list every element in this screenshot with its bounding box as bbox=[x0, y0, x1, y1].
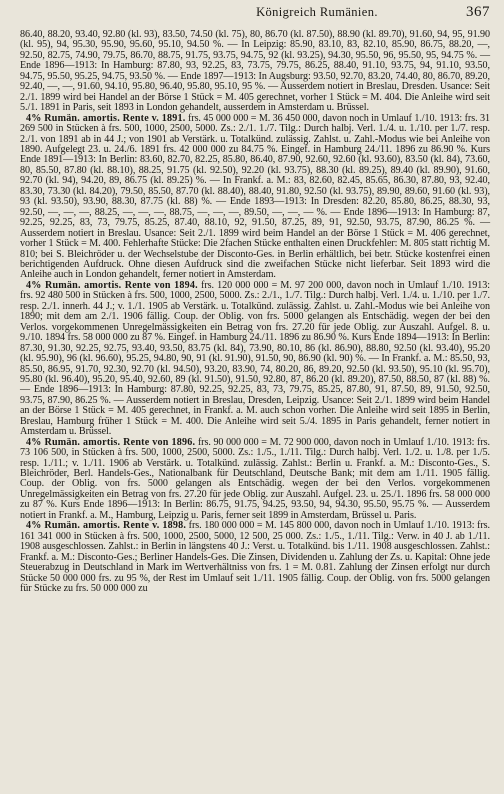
bond-entry-1898 bbox=[20, 521, 490, 594]
paragraph-text: 86.40, 88.20, 93.40, 92.80 (kl. 93), 83.50, 74.50 (kl. 75), 80, 86.70 (kl. 87.50), 88.90 (kl. 89.70), 91.60, 94, 95, 91.90 (kl. 95), 94, 95.30, 95.90, 95.60, 95.10, 94.50 %. — In Leipzig: 85.90, 83.10, 83, 82.10, 85.90, 86.75, 88.20, —, 92.50, 82.75, 74.90, 79.75, 86.70, 88.75, 91.75, 93.75, 94.75, 92 (kl. 93.25), 94.30, 95.50, 96, 95.50, 95, 94.75 %. — Ende 1896—1913: In Hamburg: 87.80, 93, 92.25, 83, 73.75, 79.75, 86.25, 88.40, 91.10, 93.75, 94, 91.10, 93.50, 94.75, 95.50, 95.25, 94.75, 93.50 %. — Ende 1897—1913: In Augsburg: 93.50, 92.70, 83.20, 74.40, 80, 86.70, 89.20, 92.40, —, —, 91.60, 94.10, 95.80, 96.40, 95.80, 95.10, 95 %. — Ausserdem notiert in Breslau, Dresden. Usance: Seit 2./1. 1899 wird bei Handel an der Börse 1 Stück = M. 405 gerechnet, vorher 1 Stück = M. 404. Die Anleihe wird seit 5./1. 1891 in Paris, seit 1893 in London gehandelt, ausserdem in Amsterdam u. Brüssel. bbox=[20, 29, 490, 114]
price-history-paragraph bbox=[20, 30, 490, 114]
page-number: 367 bbox=[466, 4, 490, 20]
bond-entry-1891 bbox=[20, 114, 490, 281]
bond-heading: 4% Rumän. amortis. Rente v. 1891. bbox=[26, 112, 186, 124]
bond-entry-1894 bbox=[20, 281, 490, 438]
bond-entry-1896 bbox=[20, 438, 490, 522]
document-body bbox=[20, 30, 490, 594]
bond-description: frs. 120 000 000 = M. 97 200 000, davon noch in Umlauf 1./10. 1913: frs. 92 480 500 in Stücken à frs. 500, 1000, 2500, 5000. Zs.: 2./1., 1./7. Tilg.: Durch halbj. Verl. 1./4. u. 1./10. per 1./7. resp. 2./1. innerh. 44 J.; v. 1./1. 1905 ab Verstärk. u. Totalkünd. zulässig. Zahlst. u. Zahl.-Modus wie bei Anleihe von 1890; mit dem am 2./1. 1906 fällig. Coup. der Oblig. von frs. 5000 gelangen als Entschädig. wegen der bei den Verlos. vorgekommenen Unregelmässigkeiten ein Betrag von frs. 27.20 für jede Oblig. zur Auszahl. Aufgel. 8. u. 9./10. 1894 frs. 58 000 000 zu 87 %. Eingef. in Hamburg 24./11. 1896 zu 86.90 %. Kurs Ende 1894—1913: In Berlin: 87.30, 91.30, 92.25, 92.75, 93.40, 93.50, 83.75 (kl. 84), 73.90, 80.10, 86 (kl. 86.90), 88.80, 92.50 (kl. 93.40), 95.20 (kl. 95.90), 96 (kl. 96.60), 95.25, 94.80, 90, 91 (kl. 91.90), 91.50, 90, 86.90 (kl. 90) %. — In Frankf. a. M.: 85.50, 93, 85.50, 86.95, 91.70, 92.30, 92.70 (kl. 94.50), 93.20, 83.90, 74, 80.20, 86, 89.20, 92.50 (kl. 93.50), 95.10 (kl. 95.70), 95.80 (kl. 96.40), 95.20, 95.40, 92.60, 89 (kl. 91.50), 91.50, 92.80, 87, 86.20 (kl. 89.20), 87.50, 88.50, 87 (kl. 88) %. — Ende 1896—1913: In Hamburg: 87.80, 92.25, 92.25, 83, 73, 79.75, 85.25, 87.80, 91, 87.50, 89, 91.50, 92.50, 93.75, 87.90, 86.25 %. — Ausserdem notiert in Breslau, Dresden, Leipzig. Usance: Seit 2./1. 1899 wird beim Handel an der Börse 1 Stück = M. 405 gerechnet, in Frankf. a. M. auch schon vorher. Die Anleihe wird seit 1895 in Berlin, Breslau, Hamburg früher 1 Stück = M. 400. Die Anleihe wird seit 5./4. 1895 in Paris gehandelt, ferner notiert in Amsterdam u. Brüssel. bbox=[20, 279, 490, 438]
bond-description: frs. 45 000 000 = M. 36 450 000, davon noch in Umlauf 1./10. 1913: frs. 31 269 500 in Stücken à frs. 500, 1000, 2500, 5000. Zs.: 2./1. 1./7. Tilg.: Durch halbj. Verl. 1./4. u. 1./10. per 1./7. resp. 2./1. von 1891 ab in 44 J.; von 1901 ab Verstärk. u. Totalkünd. zulässig. Zahlst. u. Zahl.-Modus wie bei Anleihe von 1890. Aufgelegt 23. u. 24./6. 1891 frs. 42 000 000 zu 84.75 %. Eingef. in Hamburg 24./11. 1896 zu 86.90 %. Kurs Ende 1891—1913: In Berlin: 83.60, 82.70, 82.25, 85.80, 86.40, 87.90, 92.60, 92.60 (kl. 93.60), 83.50 (kl. 84), 73.60, 80, 85.50, 87.80 (kl. 88.10), 88.25, 91.75 (kl. 92.50), 92.20 (kl. 93.75), 88.30 (kl. 89.25), 89.40 (kl. 89.90), 91.60, 92.70 (kl. 94), 94.20, 89, 86.75 (kl. 89.25) %. — In Frankf. a. M.: 83, 82.60, 82.45, 85.65, 86.30, 87.80, 93, 92.40, 83.30, 73.30 (kl. 84.20), 79.50, 85.50, 87.70 (kl. 88.40), 88.40, 91.80, 92.50 (kl. 93.75), 89.90, 89.60, 91.60 (kl. 93), 93 (kl. 93.50), 93.90, 88.30, 87.75 (kl. 88) %. — Ende 1893—1913: In Dresden: 82.20, 85.80, 86.25, 88.30, 93, 92.50, —, —, —, 88.25, —, —, —, 88.75, —, —, —, 89.50, —, —, — %. — Ende 1896—1913: In Hamburg: 87, 92.25, 92.25, 83, 73, 79.75, 85.25, 87.40, 88.10, 92, 91.50, 87.25, 89, 91, 92.50, 93.75, 87.90, 86.25 %. — Ausserdem notiert in Breslau. Usance: Seit 2./1. 1899 wird beim Handel an der Börse 1 Stück = M. 406 gerechnet, vorher 1 Stück = M. 400. Fehlerhafte Stücke: Die 2fachen Stücke enthalten einen Druckfehler: M. 805 statt richtig M. 810; bei S. Bleichröder u. der Wechselstube der Disconto-Ges. in Berlin erhältlich, bei betr. Stücke kostenfrei einen berichtigenden Aufdruck. Ohne diesen Aufdruck sind die zweifachen Stücke nicht lieferbar. Seit 1893 wird die Anleihe auch in London gehandelt, ferner notiert in Amsterdam. bbox=[20, 112, 490, 281]
bond-description: frs. 180 000 000 = M. 145 800 000, davon noch in Umlauf 1./10. 1913: frs. 161 341 000 in Stücken à frs. 500, 1000, 2500, 5000, 12 500, 25 000. Zs.: 1./5., 1./11. Tilg.: Verw. in 40 J. ab 1./11. 1908 ausgeschlossen. Zahlst.: in Berlin in längstens 40 J.: Verst. u. Totalkünd. bis 1./11. 1908 ausgeschlossen. Zahlst.: Frankf. a. M.: Disconto-Ges.; Berliner Handels-Ges. Die Zinsen, Dividenden u. Zahlung der Zs. u. Kapital: Ohne jede Steuerabzug in Deutschland in Mark im Wertverhältniss von frs. 1 = M. 0.81. Zahlung der Zinsen erfolgt nur durch Stücke 50 000 000 frs. zu 95 %, der Rest im Umlauf seit 1./11. 1905 fällig. Coup. der Oblig. von frs. 5000 gelangen für Stücke zu frs. 50 000 000 zu bbox=[20, 520, 490, 595]
bond-description: frs. 90 000 000 = M. 72 900 000, davon noch in Umlauf 1./10. 1913: frs. 73 106 500, in Stücken à frs. 500, 1000, 2500, 5000. Zs.: 1./5., 1./11. Tilg.: Durch halbj. Verl. 1./2. u. 1./8. per 1./5. resp. 1./11.; v. 1./11. 1906 ab Verstärk. u. Totalkünd. zulässig. Zahlst.: Berlin u. Frankf. a. M.: Disconto-Ges., S. Bleichröder, Berl. Handels-Ges., Nationalbank für Deutschland, Deutsche Bank; mit dem am 1./11. 1905 fällig. Coup. der Oblig. von frs. 5000 gelangen als Entschädig. wegen der bei den Verlos. vorgekommenen Unregelmässigkeiten ein Betrag von frs. 27.20 für jede Oblig. zur Auszahl. Aufgel. 23. u. 25./1. 1896 frs. 58 000 000 zu 87 %. Kurs Ende 1896—1913: In Berlin: 86.75, 91.75, 94.25, 93.50, 94, 94.30, 95.50, 95.75 %. — Ausserdem notiert in Frankf. a. M., Hamburg, Leipzig u. Paris, ferner seit 1899 in Amsterdam, Brüssel u. Paris. bbox=[20, 436, 490, 521]
running-header bbox=[20, 4, 490, 30]
bond-heading: 4% Rumän. amortis. Rente v. 1898. bbox=[26, 520, 187, 532]
bond-heading: 4% Rumän. amortis. Rente von 1896. bbox=[26, 436, 196, 448]
bond-heading: 4% Rumän. amortis. Rente von 1894. bbox=[26, 279, 198, 291]
running-title: Königreich Rumänien. bbox=[256, 5, 378, 19]
